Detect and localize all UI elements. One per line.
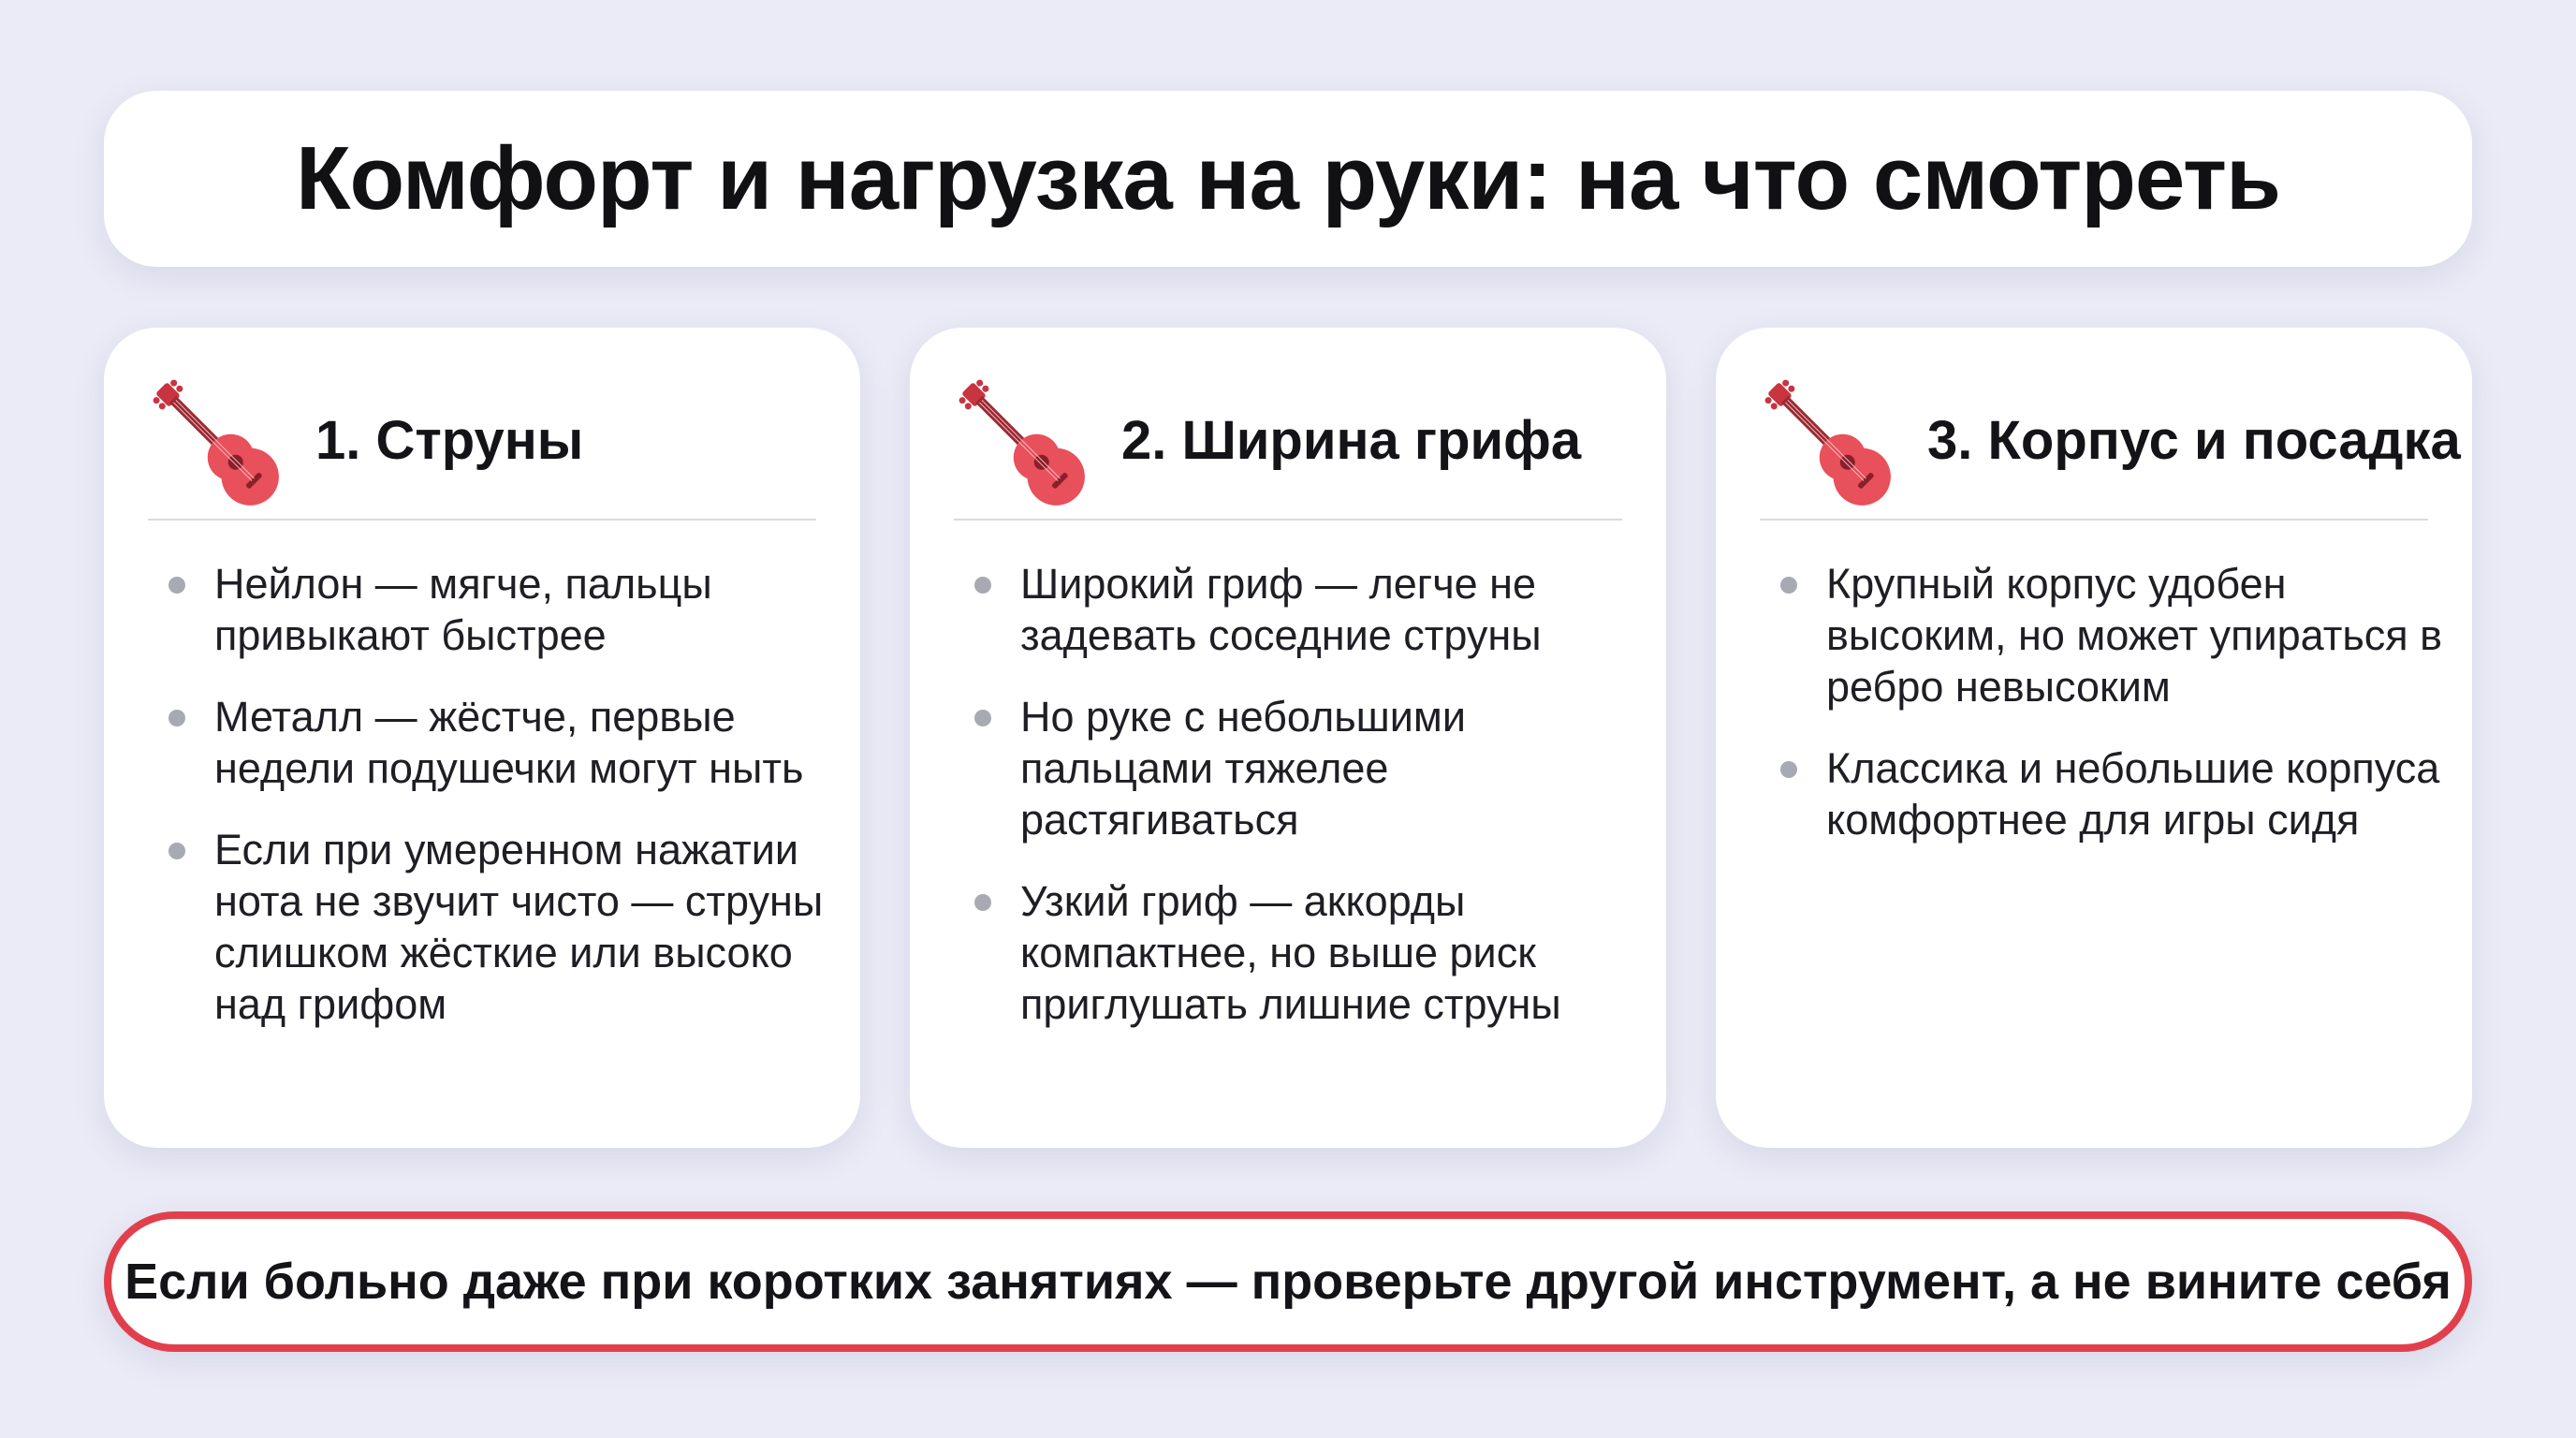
card-header: [1757, 356, 2461, 524]
list-item-text: Классика и небольшие корпуса комфортнее для игры сидя: [1826, 744, 2440, 844]
bullet-list: [966, 558, 1638, 1060]
card-title: 3. Корпус и посадка: [1927, 409, 2461, 471]
list-item-text: Узкий гриф — аккорды компактнее, но выше риск приглушать лишние струны: [1020, 877, 1561, 1028]
guitar-icon: [951, 372, 1088, 508]
list-item-text: Если при умеренном нажатии нота не звучит чисто — струны слишком жёсткие или высоко над грифом: [214, 826, 824, 1028]
list-item: [160, 824, 832, 1030]
card-divider: [148, 519, 816, 521]
title-banner: [104, 91, 2472, 267]
list-item: [966, 558, 1638, 661]
list-item: [1772, 742, 2444, 845]
list-item-text: Металл — жёстче, первые недели подушечки могут ныть: [214, 693, 804, 792]
bullet-dot: [974, 710, 991, 726]
card-header: [951, 356, 1629, 524]
guitar-icon: [145, 372, 282, 508]
list-item: [1772, 558, 2444, 712]
card-strings: [104, 328, 860, 1148]
card-title: 1. Струны: [315, 409, 584, 471]
card-neck-width: [910, 328, 1666, 1148]
card-divider: [954, 519, 1622, 521]
bullet-list: [160, 558, 832, 1060]
page-title: Комфорт и нагрузка на руки: на что смотреть: [295, 128, 2281, 228]
list-item-text: Нейлон — мягче, пальцы привыкают быстрее: [214, 560, 712, 659]
bullet-dot: [168, 577, 185, 594]
callout-text: Если больно даже при коротких занятиях — проверьте другой инструмент, а не вините себя: [124, 1254, 2452, 1310]
card-header: [145, 356, 823, 524]
card-title: 2. Ширина грифа: [1121, 409, 1582, 471]
bullet-list: [1772, 558, 2444, 875]
guitar-icon: [1757, 372, 1894, 508]
card-divider: [1760, 519, 2428, 521]
list-item: [966, 875, 1638, 1030]
list-item-text: Но руке с небольшими пальцами тяжелее растягиваться: [1020, 693, 1466, 844]
bullet-dot: [1780, 761, 1797, 778]
list-item: [160, 558, 832, 661]
list-item-text: Крупный корпус удобен высоким, но может упираться в ребро невысоким: [1826, 560, 2443, 711]
bullet-dot: [168, 843, 185, 859]
list-item: [160, 691, 832, 794]
bullet-dot: [168, 710, 185, 726]
bullet-dot: [974, 577, 991, 594]
warning-callout: [104, 1211, 2472, 1352]
list-item-text: Широкий гриф — легче не задевать соседние струны: [1020, 560, 1542, 659]
list-item: [966, 691, 1638, 845]
bullet-dot: [1780, 577, 1797, 594]
card-body-posture: [1716, 328, 2472, 1148]
bullet-dot: [974, 894, 991, 911]
